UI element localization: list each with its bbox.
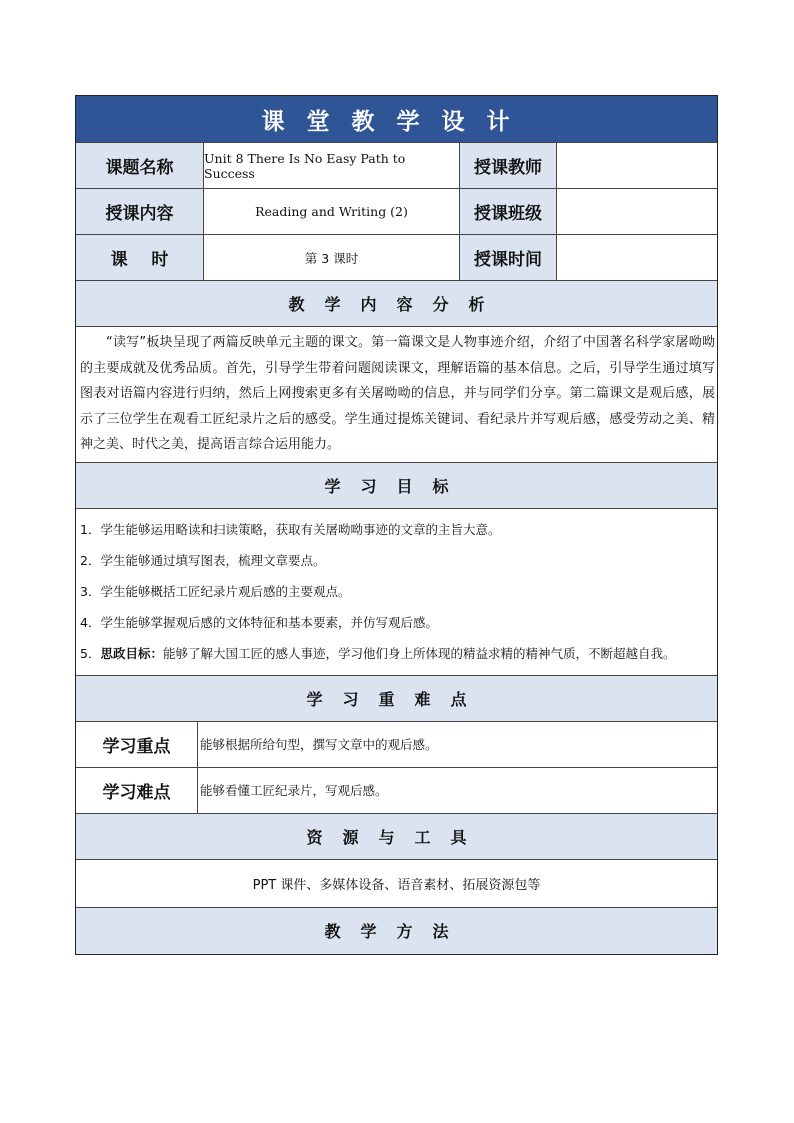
goal-item: 2．学生能够通过填写图表，梳理文章要点。 <box>80 552 326 568</box>
resources-text: PPT 课件、多媒体设备、语音素材、拓展资源包等 <box>76 860 717 908</box>
difficulty-row <box>76 768 717 814</box>
period-label: 课 时 <box>76 235 204 280</box>
teacher-label: 授课教师 <box>460 143 557 188</box>
period-value: 第 3 课时 <box>204 235 460 280</box>
page-title: 课堂教学设计 <box>76 96 717 143</box>
info-row-content <box>76 189 717 235</box>
info-row-period <box>76 235 717 281</box>
lesson-plan-table <box>75 95 718 955</box>
class-value <box>557 189 717 234</box>
goal-item: 1．学生能够运用略读和扫读策略，获取有关屠呦呦事迹的文章的主旨大意。 <box>80 521 501 537</box>
goal-item: 3．学生能够概括工匠纪录片观后感的主要观点。 <box>80 583 351 599</box>
section-goals-heading: 学习目标 <box>76 463 717 509</box>
analysis-text: “读写”板块呈现了两篇反映单元主题的课文。第一篇课文是人物事迹介绍，介绍了中国著名科学家屠呦呦的主要成就及优秀品质。首先，引导学生带着问题阅读课文，理解语篇的基本信息。之后，引导学生通过填写图表对语篇内容进行归纳，然后上网搜索更多有关屠呦呦的信息，并与同学们分享。第二篇课文是观后感，展示了三位学生在观看工匠纪录片之后的感受。学生通过提炼关键词、看纪录片并写观后感，感受劳动之美、精神之美、时代之美，提高语言综合运用能力。 <box>76 327 717 463</box>
section-methods-heading: 教学方法 <box>76 908 717 954</box>
difficulty-text: 能够看懂工匠纪录片，写观后感。 <box>200 783 388 798</box>
info-row-topic <box>76 143 717 189</box>
focus-label: 学习重点 <box>76 722 198 767</box>
focus-text: 能够根据所给句型，撰写文章中的观后感。 <box>200 737 438 752</box>
difficulty-label: 学习难点 <box>76 768 198 813</box>
goals-list <box>76 509 717 676</box>
topic-label: 课题名称 <box>76 143 204 188</box>
section-resources-heading: 资源与工具 <box>76 814 717 860</box>
goal-item-ideology <box>80 638 713 669</box>
focus-row <box>76 722 717 768</box>
time-value <box>557 235 717 280</box>
topic-value: Unit 8 There Is No Easy Path to Success <box>204 143 460 188</box>
content-label: 授课内容 <box>76 189 204 234</box>
time-label: 授课时间 <box>460 235 557 280</box>
goal-tag: 思政目标： <box>100 645 163 661</box>
content-value: Reading and Writing (2) <box>204 189 460 234</box>
section-analysis-heading: 教学内容分析 <box>76 281 717 327</box>
section-keypoints-heading: 学习重难点 <box>76 676 717 722</box>
goal-text: 能够了解大国工匠的感人事迹，学习他们身上所体现的精益求精的精神气质，不断超越自我。 <box>162 645 676 661</box>
goal-item: 4．学生能够掌握观后感的文体特征和基本要素，并仿写观后感。 <box>80 614 438 630</box>
teacher-value <box>557 143 717 188</box>
goal-number: 5． <box>80 645 101 661</box>
class-label: 授课班级 <box>460 189 557 234</box>
